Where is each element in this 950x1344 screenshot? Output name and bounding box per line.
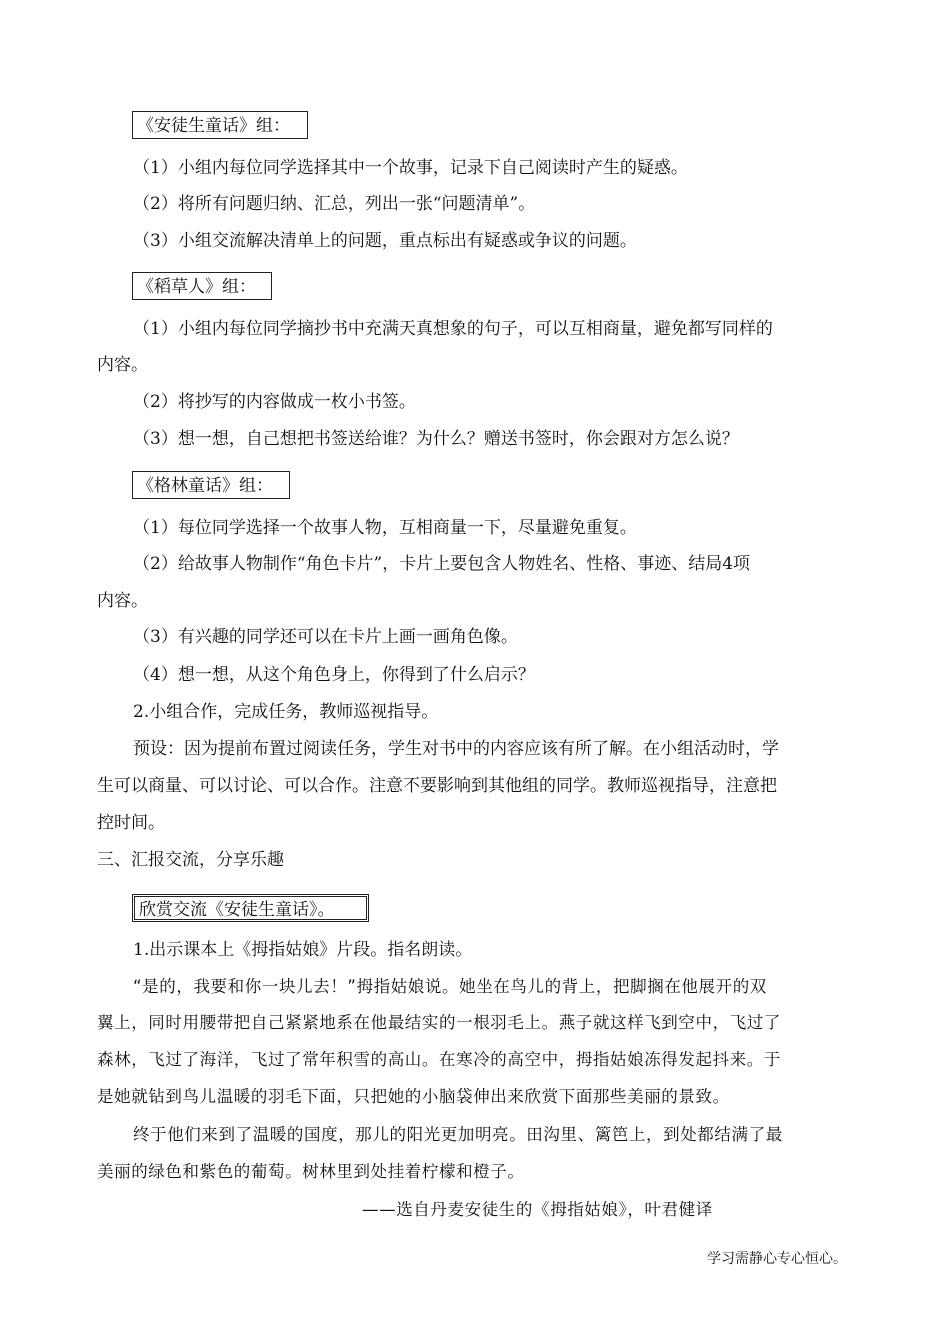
grimm-group-heading: 《格林童话》组： — [132, 471, 290, 499]
preset-line-2: 生可以商量、可以讨论、可以合作。注意不要影响到其他组的同学。教师巡视指导，注意把 — [97, 776, 777, 796]
scarecrow-item-2: （2）将抄写的内容做成一枚小书签。 — [133, 392, 416, 412]
excerpt-line-3: 森林，飞过了海洋，飞过了常年积雪的高山。在寒冷的高空中，拇指姑娘冻得发起抖来。于 — [97, 1050, 781, 1069]
excerpt-line-2: 翼上，同时用腰带把自己紧紧地系在他最结实的一根羽毛上。燕子就这样飞到空中，飞过了 — [97, 1013, 781, 1032]
grimm-item-2: （2）给故事人物制作“角色卡片”，卡片上要包含人物姓名、性格、事迹、结局4项 — [133, 554, 751, 574]
excerpt-line-4: 是她就钻到鸟儿温暖的羽毛下面，只把她的小脑袋伸出来欣赏下面那些美丽的景致。 — [97, 1087, 730, 1106]
scarecrow-item-1: （1）小组内每位同学摘抄书中充满天真想象的句子，可以互相商量，避免都写同样的 — [133, 319, 773, 339]
preset-line-3: 控时间。 — [97, 813, 165, 833]
excerpt-line-6: 美丽的绿色和紫色的葡萄。树林里到处挂着柠檬和橙子。 — [97, 1162, 525, 1181]
excerpt-line-5: 终于他们来到了温暖的国度，那儿的阳光更加明亮。田沟里、篱笆上，到处都结满了最 — [133, 1125, 783, 1144]
page-footer: 学习需静心专心恒心。 — [707, 1251, 847, 1267]
step-2: 2.小组合作，完成任务，教师巡视指导。 — [133, 702, 439, 722]
preset-line-1: 预设：因为提前布置过阅读任务，学生对书中的内容应该有所了解。在小组活动时，学 — [133, 739, 779, 759]
step-1: 1.出示课本上《拇指姑娘》片段。指名朗读。 — [133, 940, 473, 960]
grimm-item-2-cont: 内容。 — [97, 591, 148, 611]
scarecrow-item-3: （3）想一想，自己想把书签送给谁？为什么？赠送书签时，你会跟对方怎么说？ — [133, 429, 739, 449]
section-3-heading: 三、汇报交流，分享乐趣 — [97, 850, 284, 870]
excerpt-source: ——选自丹麦安徒生的《拇指姑娘》，叶君健译 — [362, 1200, 713, 1219]
grimm-item-1: （1）每位同学选择一个故事人物，互相商量一下，尽量避免重复。 — [133, 518, 637, 538]
excerpt-line-1: “是的，我要和你一块儿去！”拇指姑娘说。她坐在鸟儿的背上，把脚搁在他展开的双 — [133, 977, 767, 996]
andersen-group-heading: 《安徒生童话》组： — [132, 111, 308, 139]
andersen-item-1: （1）小组内每位同学选择其中一个故事，记录下自己阅读时产生的疑惑。 — [133, 158, 688, 178]
scarecrow-group-heading: 《稻草人》组： — [132, 272, 272, 300]
scarecrow-item-1-cont: 内容。 — [97, 355, 148, 375]
grimm-item-4: （4）想一想，从这个角色身上，你得到了什么启示？ — [133, 665, 535, 685]
grimm-item-3: （3）有兴趣的同学还可以在卡片上画一画角色像。 — [133, 627, 518, 647]
andersen-item-3: （3）小组交流解决清单上的问题，重点标出有疑惑或争议的问题。 — [133, 231, 637, 251]
andersen-item-2: （2）将所有问题归纳、汇总，列出一张“问题清单”。 — [133, 194, 536, 214]
appreciate-box: 欣赏交流《安徒生童话》。 — [132, 894, 369, 922]
